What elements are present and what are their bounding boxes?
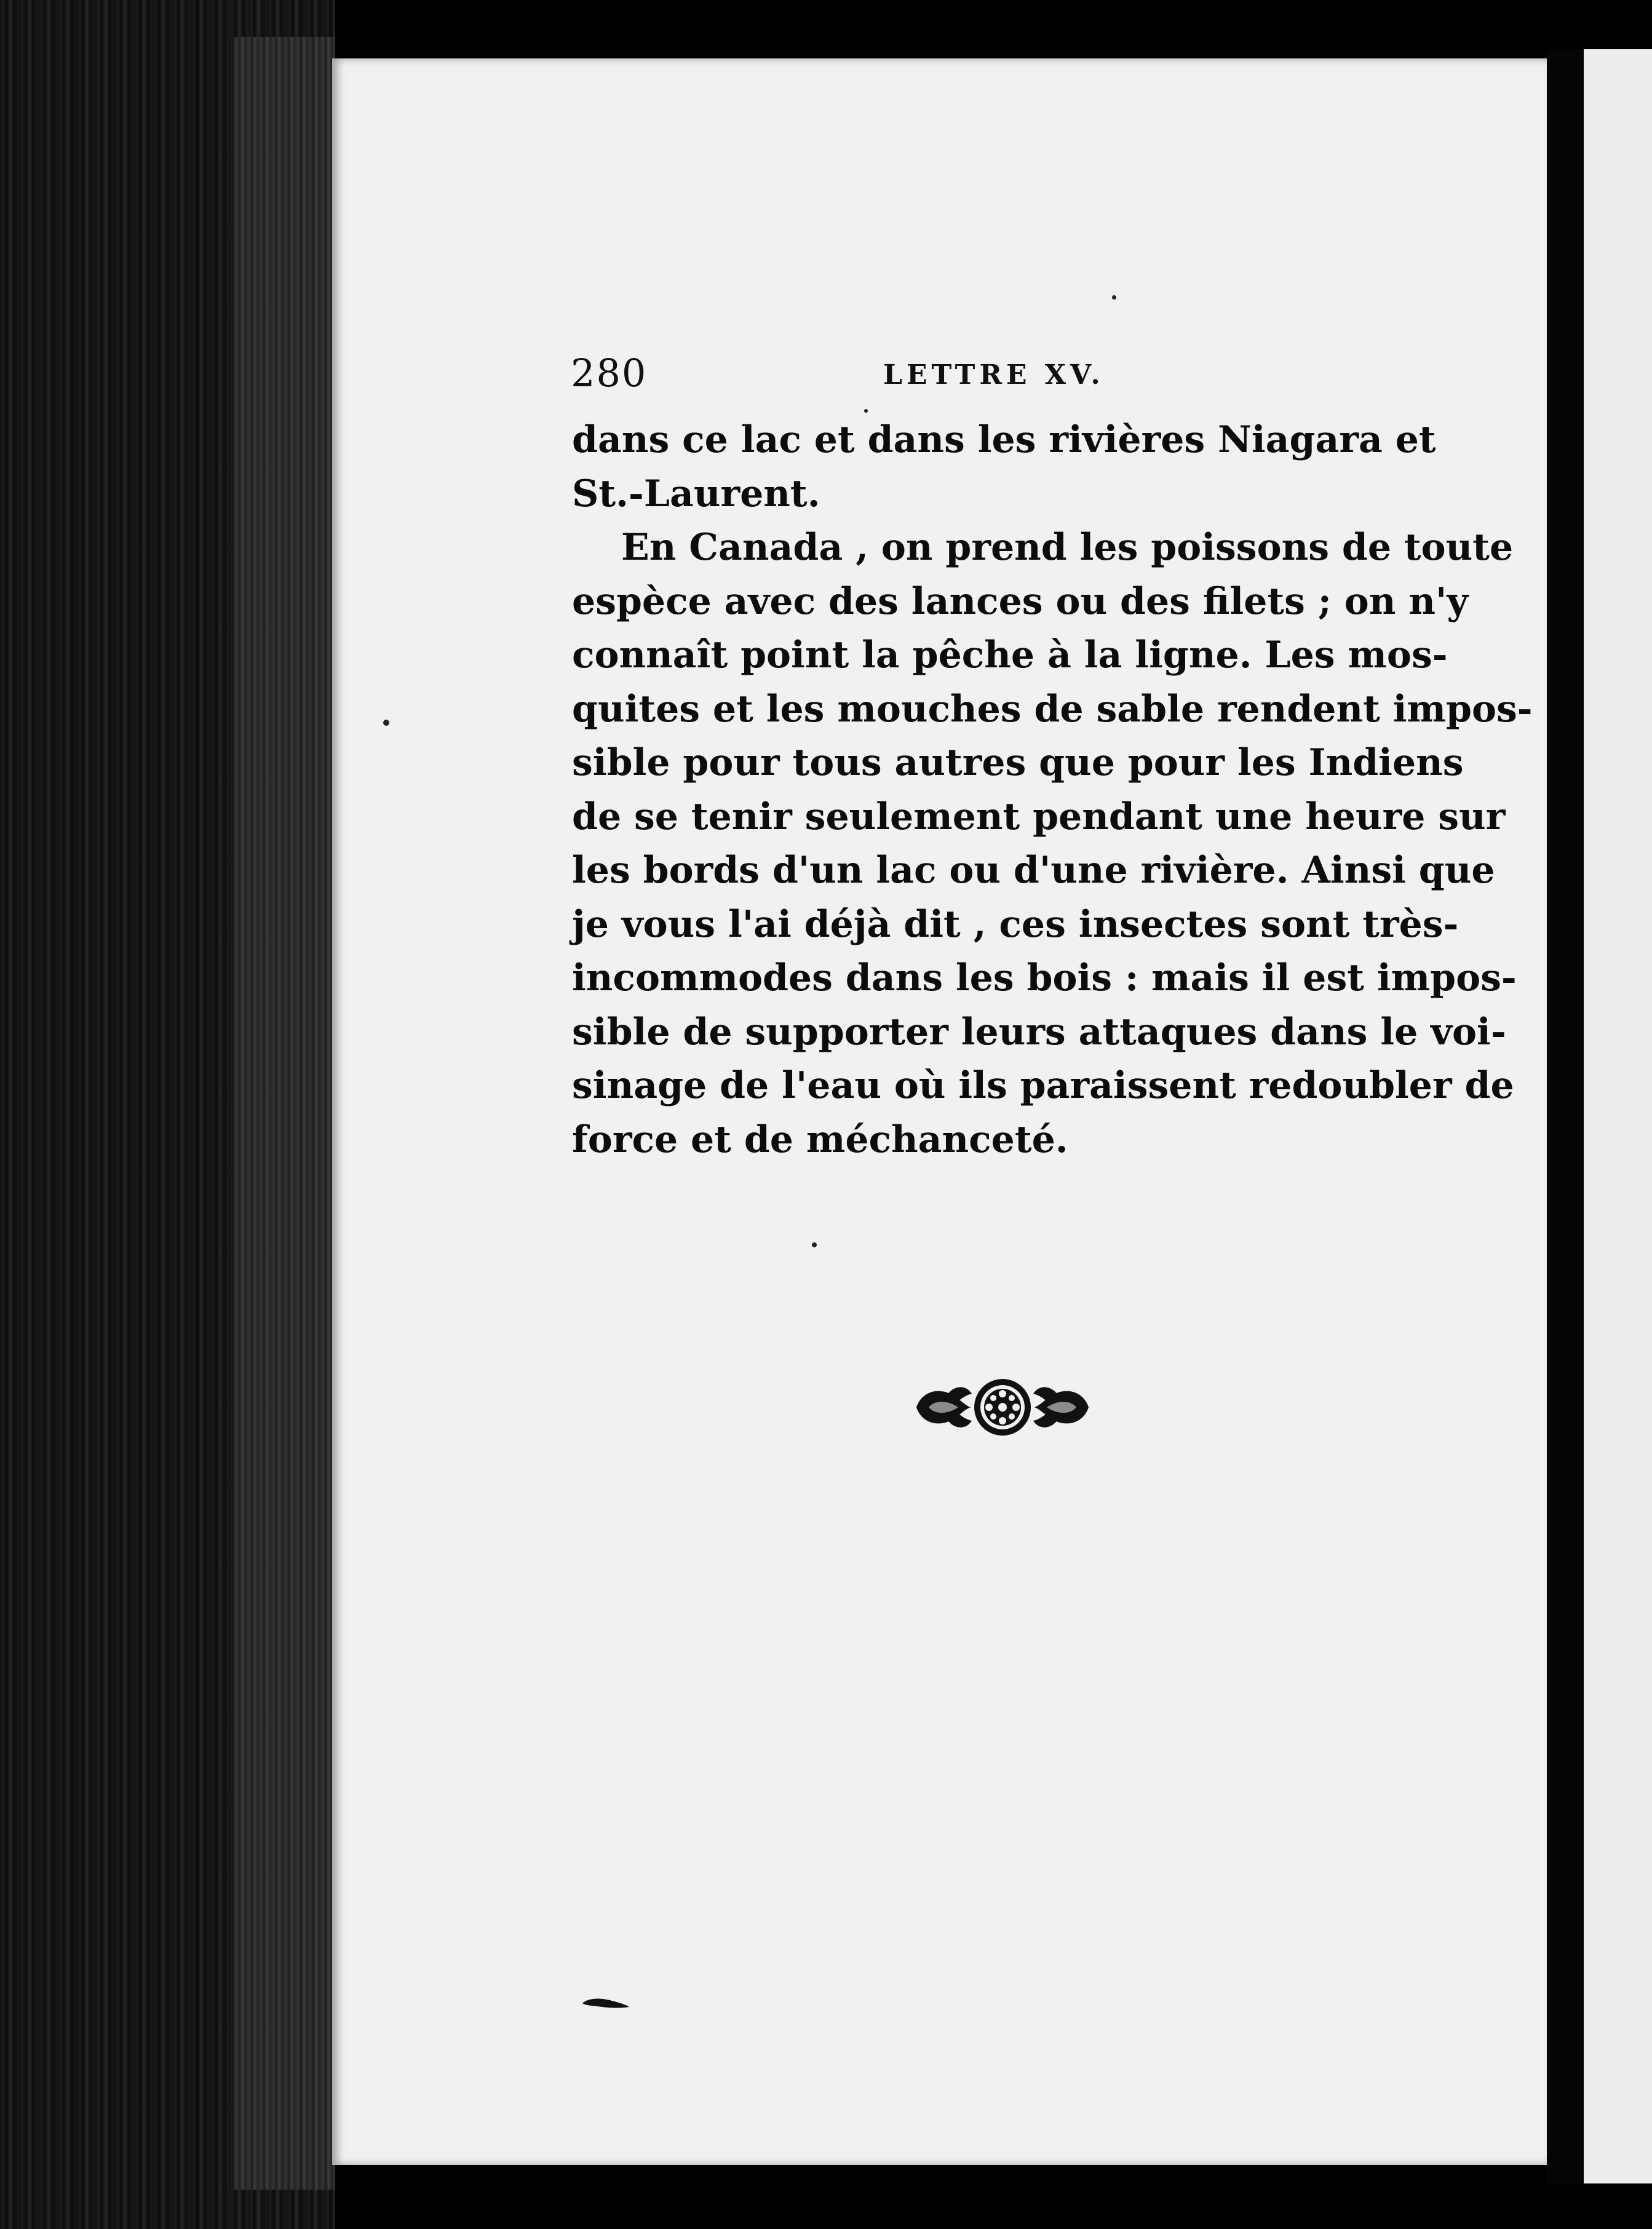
scan-speck — [383, 720, 389, 726]
text-line: les bords d'un lac ou d'une rivière. Ainsi que — [572, 849, 1495, 892]
text-line: sible de supporter leurs attaques dans le voi- — [572, 1010, 1506, 1054]
text-line: force et de méchanceté. — [572, 1118, 1068, 1161]
text-line: dans ce lac et dans les rivières Niagara et — [572, 418, 1436, 461]
text-line: espèce avec des lances ou des filets ; on n'y — [572, 579, 1469, 623]
text-line: St.-Laurent. — [572, 472, 820, 515]
text-line: connaît point la pêche à la ligne. Les mos- — [572, 634, 1448, 677]
text-line: En Canada , on prend les poissons de toute — [621, 526, 1514, 569]
catchword-mark — [581, 1996, 630, 2011]
text-line: incommodes dans les bois : mais il est impos- — [572, 956, 1517, 999]
text-line: sible pour tous autres que pour les Indiens — [572, 741, 1464, 784]
fleuron-ornament-icon — [910, 1377, 1095, 1438]
scan-speck — [1112, 295, 1116, 300]
page-header — [571, 351, 1370, 406]
page-number: 280 — [571, 351, 648, 395]
scan-speck — [864, 409, 868, 413]
text-line: de se tenir seulement pendant une heure sur — [572, 795, 1506, 838]
book-spine-edge — [234, 37, 335, 2190]
page-body-text — [572, 413, 1533, 1167]
page-gutter — [1547, 49, 1584, 2183]
scan-speck — [812, 1242, 817, 1247]
text-line: je vous l'ai déjà dit , ces insectes sont très- — [572, 902, 1459, 946]
text-line: sinage de l'eau où ils paraissent redoubler de — [572, 1064, 1514, 1107]
text-line: quites et les mouches de sable rendent impos- — [572, 687, 1533, 731]
running-head: LETTRE XV. — [883, 359, 1105, 391]
adjacent-page-edge — [1584, 49, 1652, 2183]
